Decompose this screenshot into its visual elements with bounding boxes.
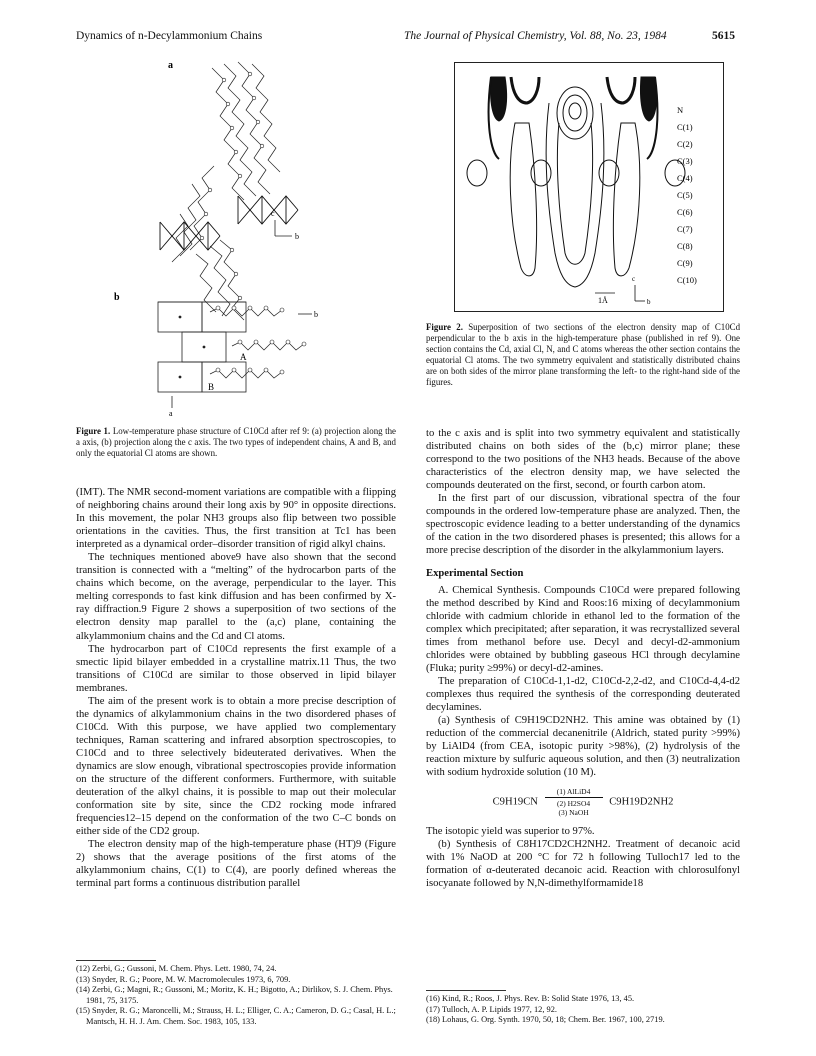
right-column-body (426, 427, 740, 890)
figure-2-contours (467, 77, 685, 287)
figure-1b-label: b (114, 292, 120, 303)
atom-label: C(2) (677, 139, 693, 149)
reference-item: (13) Snyder, R. G.; Poore, M. W. Macromolecules 1973, 6, 709. (76, 974, 291, 984)
left-column-body (76, 486, 396, 890)
figure-2 (454, 62, 724, 312)
running-head-journal: The Journal of Physical Chemistry, Vol. 88, No. 23, 1984 (404, 30, 667, 42)
figure-2-caption (426, 322, 740, 388)
figure-2-caption-text: Superposition of two sections of the electron density map of C10Cd perpendicular to the b axis in the high-temperature phase (published in ref 9). One section contains the Cd, axial Cl, N, and C atoms whereas the other section contains the equatorial Cl atoms. The two symmetry equivalent and statistically distributed chains are on both sides of the mirror plane transforming the left- to the right-hand side of the figures. (426, 322, 741, 387)
figure-1a-atoms (200, 72, 264, 300)
atom-label: C(10) (677, 275, 697, 285)
equation-step2: (2) H2SO4 (557, 799, 591, 809)
figure-1b-chain-B: B (208, 382, 215, 392)
figure-2-axis-b: b (647, 298, 651, 306)
paragraph: The isotopic yield was superior to 97%. (426, 826, 595, 838)
figure-2-atom-labels (677, 105, 697, 285)
figure-1a-octahedra (160, 196, 298, 250)
figure-2-caption-label: Figure 2. (426, 322, 463, 332)
reference-item: (14) Zerbi, G.; Magni, R.; Gussoni, M.; Moritz, K. H.; Bigotto, A.; Dirlikov, S. J. Chem. Phys. 1981, 75, 3175. (76, 985, 393, 1005)
atom-label: N (677, 105, 684, 115)
paragraph: (b) Synthesis of C8H17CD2CH2NH2. Treatment of decanoic acid with 1% NaOD at 200 °C for 72 h following Tulloch17 led to the formation of α-deuterated decanoic acid. Reaction with chlorosulfonyl isocyanate followed by N,N-dimethylformamide18 (426, 839, 740, 890)
section-title: Experimental Section (426, 568, 524, 580)
running-head-left: Dynamics of n-Decylammonium Chains (76, 30, 263, 42)
atom-label: C(6) (677, 207, 693, 217)
atom-label: C(8) (677, 241, 693, 251)
figure-1-caption (76, 426, 396, 459)
paragraph: (IMT). The NMR second-moment variations are compatible with a flipping of neighboring chains around their long axis by 90° in opposite directions. In this movement, the polar NH3 groups also flip between two possible orientations in the cavities. Thus, the first transition at Tc1 has been interpreted as a dynamical order–disorder transition of rigid alkyl chains. (76, 487, 396, 551)
footnote-rule-right (426, 990, 506, 991)
atom-label: C(1) (677, 122, 693, 132)
reference-item: (17) Tulloch, A. P. Lipids 1977, 12, 92. (426, 1004, 557, 1014)
right-references (426, 994, 740, 1026)
reference-item: (15) Snyder, R. G.; Maroncelli, M.; Strauss, H. L.; Elliger, C. A.; Cameron, D. G.; Casal, H. L.; Mantsch, H. H. J. Am. Chem. Soc. 1983, 105, 133. (76, 1006, 396, 1026)
atom-label: C(5) (677, 190, 693, 200)
equation-step3: (3) NaOH (558, 808, 589, 818)
paragraph: A. Chemical Synthesis. Compounds C10Cd were prepared following the method described by Kind and Roos:16 mixing of decylammonium chloride with cadmium chloride in ethanol led to the formation of the complex which precipitated; after separation, it was recrystallized several times from methanol before use. Decyl and decyl-d2-ammonium chlorides were obtained by bubbling gaseous HCl through decylamine (Fluka; purity ≥99%) or decyl-d2-amines. (426, 584, 740, 674)
reaction-equation (426, 787, 740, 817)
atom-label: C(4) (677, 173, 693, 183)
figure-1b-axis-a: a (169, 409, 173, 418)
paragraph: to the c axis and is split into two symmetry equivalent and statistically distributed chains on both sides of the (b,c) mirror plane; these correspond to the two positions of the NH3 heads. Because of the above characteristics of the electron density map, we have selected the compounds deuterated on the first, second, or fourth carbon atom. (426, 428, 740, 492)
left-references (76, 964, 396, 1028)
figure-1b-axis-b: b (314, 310, 318, 319)
paragraph: The hydrocarbon part of C10Cd represents the first example of a smectic lipid bilayer embedded in a crystalline matrix.11 Thus, the two transitions of C10Cd are similar to those observed in lipid bilayer membranes. (76, 643, 396, 694)
paragraph: The aim of the present work is to obtain a more precise description of the dynamics of alkylammonium chains in the two disordered phases of C10Cd. With this purpose, we have applied two complementary techniques, Raman scattering and infrared absorption spectroscopies, to C10Cd and to three selectively bideuterated derivatives. When the dynamics are slow enough, vibrational spectroscopies provide information on the structure of the different conformers. Furthermore, with suitable deuteration of the alkyl chains, it is possible to map out their molecular conformation site by site, since the CD2 rocking mode infrared frequencies12–15 depend on the conformation of the two C–C bonds on either side of the CD2 group. (76, 695, 396, 838)
equation-reactant: C9H19CN (492, 796, 538, 808)
page-number: 5615 (712, 30, 735, 42)
paragraph: The preparation of C10Cd-1,1-d2, C10Cd-2,2-d2, and C10Cd-4,4-d2 complexes thus required the synthesis of the corresponding deuterated decylamines. (426, 675, 740, 713)
paragraph: The electron density map of the high-temperature phase (HT)9 (Figure 2) shows that the average positions of the first atoms of the alkylammonium chains, C(1) to C(4), are poorly defined whereas the terminal part forms a continuous distribution parallel (76, 839, 396, 890)
figure-2-scale: 1Å (598, 296, 608, 305)
figure-2-density-map (455, 63, 723, 311)
figure-1-caption-label: Figure 1. (76, 426, 111, 436)
figure-2-axis-c: c (632, 275, 636, 283)
atom-label: C(3) (677, 156, 693, 166)
reference-item: (16) Kind, R.; Roos, J. Phys. Rev. B: Solid State 1976, 13, 45. (426, 994, 635, 1003)
figure-1a-axis-c: c (271, 209, 275, 218)
atom-label: C(9) (677, 258, 693, 268)
paragraph: The techniques mentioned above9 have also shown that the second transition is connected with a “melting” of the hydrocarbon parts of the chains which become, on the average, perpendicular to the layer. This melting corresponds to fast kink diffusion and has been confirmed by X-ray diffraction.9 Figure 2 shows a superposition of two sections of the electron density map parallel to the (a,c) plane, containing the alkylammonium chains and the Cd and Cl atoms. (76, 552, 396, 642)
equation-arrow-line (545, 797, 603, 798)
figure-1-caption-text: Low-temperature phase structure of C10Cd after ref 9: (a) projection along the a axis, (b) projection along the c axis. The two types of independent chains, A and B, and only the equatorial Cl atoms are shown. (76, 426, 396, 458)
paragraph: In the first part of our discussion, vibrational spectra of the four compounds in the ordered low-temperature phase are analyzed. Then, the spectroscopic evidence leading to a better understanding of the dynamics of the cation in the two disordered phases is presented; this allows for a more precise description of the disorder in the alkylammonium layers. (426, 493, 740, 557)
equation-step1: (1) AlLiD4 (556, 787, 591, 797)
figure-1 (114, 50, 350, 420)
figure-1b-chain-A: A (240, 352, 247, 362)
footnote-rule-left (76, 960, 156, 961)
equation-arrow (545, 787, 603, 817)
reference-item: (12) Zerbi, G.; Gussoni, M. Chem. Phys. Lett. 1980, 74, 24. (76, 964, 277, 973)
figure-1a-axis-b: b (295, 232, 299, 241)
figure-1b-cd-atoms (179, 316, 206, 379)
figure-1b-cells (158, 302, 246, 392)
reference-item: (18) Lohaus, G. Org. Synth. 1970, 50, 18; Chem. Ber. 1967, 100, 2719. (426, 1015, 665, 1025)
paragraph: (a) Synthesis of C9H19CD2NH2. This amine was obtained by (1) reduction of the commercial decanenitrile (Aldrich, stated purity >99%) by LiAlD4 (from CEA, isotopic purity >98%), (2) hydrolysis of the reaction mixture by sulfuric aqueous solution, and then (3) neutralization with sodium hydroxide solution (10 M). (426, 714, 740, 779)
figure-1a-label: a (168, 60, 173, 71)
figure-1a-chains (172, 62, 280, 320)
atom-label: C(7) (677, 224, 693, 234)
equation-product: C9H19D2NH2 (609, 796, 674, 808)
